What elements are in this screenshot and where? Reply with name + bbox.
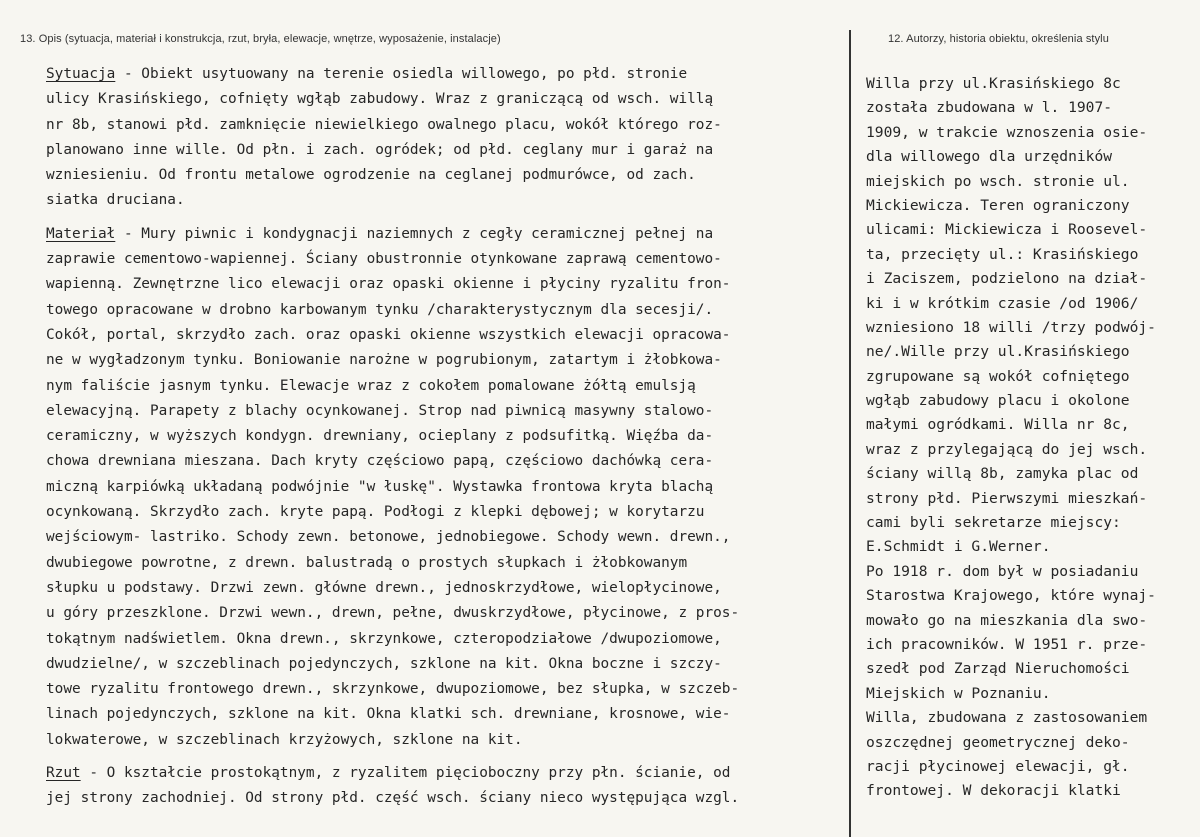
history-line: ta, przecięty ul.: Krasińskiego <box>866 245 1139 263</box>
line-text: nym faliście jasnym tynku. Elewacje wraz z cokołem pomalowane żółtą emulsją <box>46 377 696 394</box>
line-text: wapienną. Zewnętrzne lico elewacji oraz opaski okienne i płyciny ryzalitu fron- <box>46 276 731 293</box>
description-line <box>46 677 846 702</box>
history-line: wraz z przylegającą do jej wsch. <box>866 440 1148 458</box>
section-label: Rzut <box>46 765 81 782</box>
description-line <box>46 323 846 348</box>
description-line <box>46 374 846 399</box>
description-line <box>46 500 846 525</box>
line-text: - Obiekt usytuowany na terenie osiedla willowego, po płd. stronie <box>115 66 688 82</box>
description-line <box>46 87 846 112</box>
history-line: miejskich po wsch. stronie ul. <box>866 172 1130 190</box>
line-text: linach pojedynczych, szklone na kit. Okna klatki sch. drewniane, krosnowe, wie- <box>46 706 731 723</box>
description-line <box>46 163 846 188</box>
section-gap <box>46 753 846 761</box>
description-line <box>46 702 846 727</box>
section-label: Materiał <box>46 225 116 242</box>
history-line: Miejskich w Poznaniu. <box>866 684 1051 702</box>
history-line: ki i w krótkim czasie /od 1906/ <box>866 294 1139 312</box>
line-text: tokątnym nadświetlem. Okna drewn., skrzynkowe, czteropodziałowe /dwupoziomowe, <box>46 630 722 647</box>
description-line <box>46 761 846 786</box>
line-text: elewacyjną. Parapety z blachy ocynkowanej. Strop nad piwnicą masywny stalowo- <box>46 402 714 419</box>
history-line: Willa przy ul.Krasińskiego 8c <box>866 75 1121 92</box>
description-line <box>46 449 846 474</box>
history-line: małymi ogródkami. Willa nr 8c, <box>866 416 1130 434</box>
line-text: siatka druciana. <box>46 192 185 209</box>
description-line <box>46 475 846 500</box>
history-line: strony płd. Pierwszymi mieszkań- <box>866 489 1148 507</box>
description-line <box>46 601 846 626</box>
line-text: zaprawie cementowo-wapiennej. Ściany obustronnie otynkowane zaprawą cementowo- <box>46 251 722 268</box>
history-line: Mickiewicza. Teren ograniczony <box>866 196 1130 214</box>
history-line: E.Schmidt i G.Werner. <box>866 538 1051 556</box>
line-text: miczną karpiówką układaną podwójnie "w łuskę". Wystawka frontowa kryta blachą <box>46 478 714 495</box>
line-text: wejściowym- lastriko. Schody zewn. betonowe, jednobiegowe. Schody wewn. drewn., <box>46 529 731 546</box>
history-column <box>866 72 1198 804</box>
line-text: wzniesieniu. Od frontu metalowe ogrodzenie na ceglanej podmurówce, od zach. <box>46 167 696 184</box>
line-text: ulicy Krasińskiego, cofnięty wgłąb zabudowy. Wraz z graniczącą od wsch. willą <box>46 91 714 108</box>
line-text: Cokół, portal, skrzydło zach. oraz opaski okienne wszystkich elewacji opracowa- <box>46 326 731 343</box>
description-line <box>46 728 846 753</box>
description-line <box>46 222 846 247</box>
history-line: wzniesiono 18 willi /trzy podwój- <box>866 318 1156 336</box>
line-text: planowano inne wille. Od płn. i zach. ogródek; od płd. ceglany mur i garaż na <box>46 141 714 158</box>
description-line <box>46 113 846 138</box>
section-gap <box>46 214 846 222</box>
field-13-header: 13. Opis (sytuacja, materiał i konstrukcja, rzut, bryła, elewacje, wnętrze, wyposażenie, instalacje) <box>20 33 501 45</box>
history-line: ściany willą 8b, zamyka plac od <box>866 465 1139 483</box>
line-text: słupku u podstawy. Drzwi zewn. główne drewn., jednoskrzydłowe, wielopłycinowe, <box>46 579 722 596</box>
line-text: - Mury piwnic i kondygnacji naziemnych z cegły ceramicznej pełnej na <box>115 225 714 242</box>
history-line: racji płycinowej elewacji, gł. <box>866 757 1130 775</box>
description-line <box>46 298 846 323</box>
description-line <box>46 424 846 449</box>
description-line <box>46 247 846 272</box>
history-line: oszczędnej geometrycznej deko- <box>866 733 1130 751</box>
description-line <box>46 138 846 163</box>
line-text: ceramiczny, w wyższych kondygn. drewniany, ocieplany z podsufitką. Więźba da- <box>46 428 714 445</box>
history-line: frontowej. W dekoracji klatki <box>866 782 1121 800</box>
history-line: zgrupowane są wokół cofniętego <box>866 367 1130 385</box>
description-line <box>46 576 846 601</box>
history-line: ulicami: Mickiewicza i Roosevel- <box>866 221 1148 239</box>
column-divider <box>849 30 851 837</box>
description-line <box>46 348 846 373</box>
history-line: została zbudowana w l. 1907- <box>866 99 1113 117</box>
line-text: dwudzielne/, w szczeblinach pojedynczych, szklone na kit. Okna boczne i szczy- <box>46 655 722 672</box>
history-line: dla willowego dla urzędników <box>866 148 1113 166</box>
line-text: towe ryzalitu frontowego drewn., skrzynkowe, dwupoziomowe, bez słupka, w szczeb- <box>46 681 740 698</box>
history-line: wgłąb zabudowy placu i okolone <box>866 392 1130 410</box>
line-text: dwubiegowe powrotne, z drewn. balustradą o prostych słupkach i żłobkowanym <box>46 554 688 571</box>
description-line <box>46 627 846 652</box>
history-line: 1909, w trakcie wznoszenia osie- <box>866 123 1148 141</box>
line-text: nr 8b, stanowi płd. zamknięcie niewielkiego owalnego placu, wokół którego roz- <box>46 116 722 133</box>
line-text: towego opracowane w drobno karbowanym tynku /charakterystycznym dla secesji/. <box>46 301 714 318</box>
field-12-header: 12. Autorzy, historia obiektu, określenia stylu <box>888 33 1109 45</box>
history-line: cami byli sekretarze miejscy: <box>866 514 1121 532</box>
description-line <box>46 188 846 213</box>
line-text: jej strony zachodniej. Od strony płd. część wsch. ściany nieco występująca wzgl. <box>46 790 740 807</box>
line-text: ne w wygładzonym tynku. Boniowanie narożne w pogrubionym, zatartym i żłobkowa- <box>46 352 722 369</box>
description-line <box>46 399 846 424</box>
history-line: i Zaciszem, podzielono na dział- <box>866 270 1148 288</box>
description-line <box>46 652 846 677</box>
description-column <box>46 62 846 812</box>
line-text: - O kształcie prostokątnym, z ryzalitem pięcioboczny przy płn. ścianie, od <box>80 765 731 782</box>
line-text: chowa drewniana mieszana. Dach kryty częściowo papą, częściowo dachówką cera- <box>46 453 714 470</box>
section-label: Sytuacja <box>46 66 116 82</box>
description-line <box>46 272 846 297</box>
history-line: Willa, zbudowana z zastosowaniem <box>866 709 1148 727</box>
description-line <box>46 551 846 576</box>
history-line: Po 1918 r. dom był w posiadaniu <box>866 562 1139 580</box>
line-text: lokwaterowe, w szczeblinach krzyżowych, szklone na kit. <box>46 731 523 748</box>
line-text: u góry przeszklone. Drzwi wewn., drewn, pełne, dwuskrzydłowe, płycinowe, z pros- <box>46 605 740 622</box>
description-line <box>46 525 846 550</box>
history-line: ich pracowników. W 1951 r. prze- <box>866 635 1148 653</box>
description-line <box>46 62 846 87</box>
history-line: Starostwa Krajowego, które wynaj- <box>866 587 1156 605</box>
description-line <box>46 786 846 811</box>
history-line: szedł pod Zarząd Nieruchomości <box>866 660 1130 678</box>
history-line: mowało go na mieszkania dla swo- <box>866 611 1148 629</box>
line-text: ocynkowaną. Skrzydło zach. kryte papą. Podłogi z klepki dębowej; w korytarzu <box>46 504 705 521</box>
history-line: ne/.Wille przy ul.Krasińskiego <box>866 343 1130 361</box>
